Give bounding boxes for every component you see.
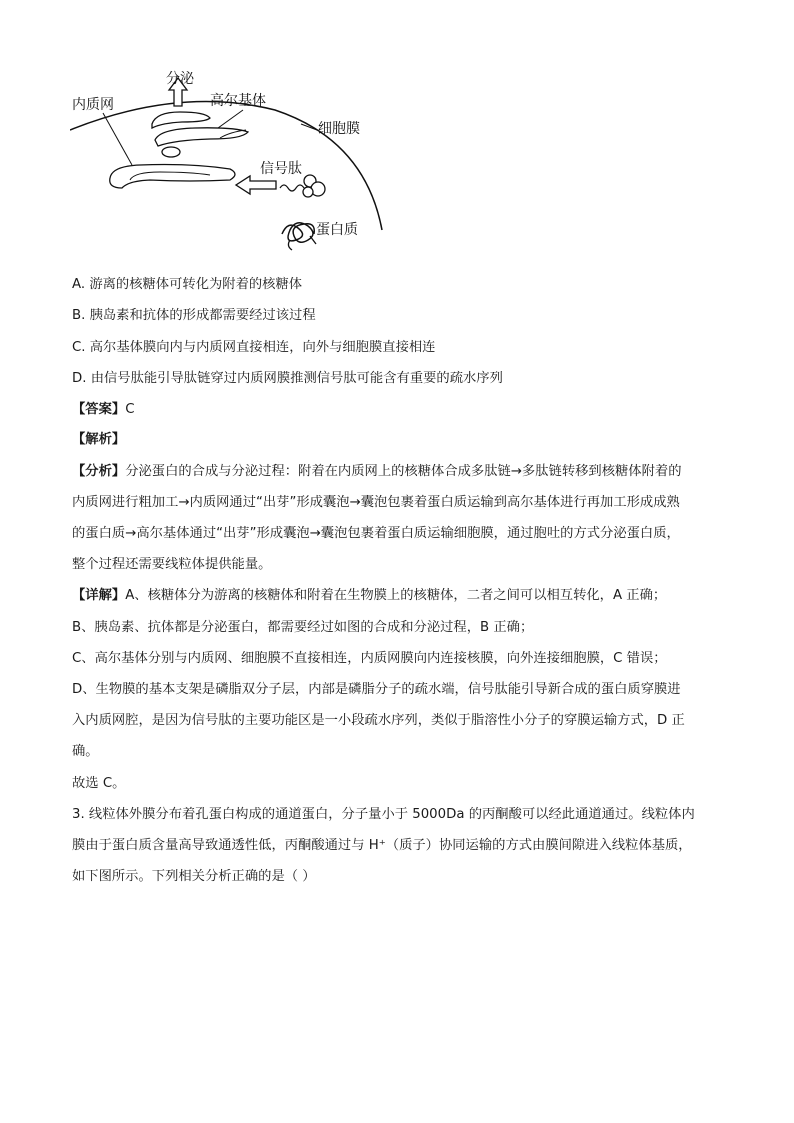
golgi-pointer	[218, 110, 243, 128]
option-d: D. 由信号肽能引导肽链穿过内质网膜推测信号肽可能含有重要的疏水序列	[72, 371, 503, 386]
signal-arrow	[236, 176, 276, 194]
question3-line-2: 膜由于蛋白质含量高导致通透性低，丙酮酸通过与 H⁺（质子）协同运输的方式由膜间隙进入线粒体基质，	[72, 838, 692, 853]
transport-vesicle	[162, 147, 180, 157]
ribosome-3	[303, 187, 313, 197]
conclusion: 故选 C。	[72, 776, 126, 791]
label-signal-peptide: 信号肽	[260, 161, 302, 177]
answer-line	[72, 400, 134, 420]
label-secretion: 分泌	[166, 71, 194, 87]
label-cell-membrane: 细胞膜	[318, 121, 360, 137]
fenxi-line-3: 的蛋白质→高尔基体通过“出芽”形成囊泡→囊泡包裹着蛋白质运输细胞膜，通过胞吐的方式分泌蛋白质，	[72, 526, 680, 541]
fenxi-text-1: 分泌蛋白的合成与分泌过程：附着在内质网上的核糖体合成多肽链→多肽链转移到核糖体附着的	[125, 464, 682, 479]
er-cisterna	[110, 165, 235, 189]
fenxi-line-4: 整个过程还需要线粒体提供能量。	[72, 557, 272, 572]
xiangjie-tag: 【详解】	[72, 588, 126, 603]
signal-peptide-chain	[280, 185, 304, 191]
xiangjie-line-c: C、高尔基体分别与内质网、细胞膜不直接相连，内质网膜向内连接核膜，向外连接细胞膜，C 错误；	[72, 651, 667, 666]
answer-tag: 【答案】	[72, 402, 126, 417]
label-golgi: 高尔基体	[210, 93, 266, 109]
xiangjie-line-d1: D、生物膜的基本支架是磷脂双分子层，内部是磷脂分子的疏水端，信号肽能引导新合成的蛋白质穿膜进	[72, 682, 681, 697]
option-b: B. 胰岛素和抗体的形成都需要经过该过程	[72, 308, 316, 323]
golgi-cisterna	[155, 128, 248, 146]
protein-tangle	[282, 223, 314, 242]
fenxi-line-2: 内质网进行粗加工→内质网通过“出芽”形成囊泡→囊泡包裹着蛋白质运输到高尔基体进行再加工形成成熟	[72, 495, 680, 510]
xiangjie-line-d2: 入内质网腔，是因为信号肽的主要功能区是一小段疏水序列，类似于脂溶性小分子的穿膜运输方式，D 正	[72, 713, 685, 728]
xiangjie-line-b: B、胰岛素、抗体都是分泌蛋白，都需要经过如图的合成和分泌过程，B 正确；	[72, 620, 534, 635]
protein-tail	[288, 236, 316, 250]
option-a: A. 游离的核糖体可转化为附着的核糖体	[72, 277, 303, 292]
option-c: C. 高尔基体膜向内与内质网直接相连，向外与细胞膜直接相连	[72, 340, 436, 355]
analysis-heading	[72, 430, 125, 450]
question3-line-3: 如下图所示。下列相关分析正确的是（ ）	[72, 869, 316, 884]
label-er: 内质网	[72, 97, 114, 113]
xiangjie-line-a	[72, 586, 666, 606]
analysis-tag: 【解析】	[72, 432, 126, 447]
xiangjie-line-d3: 确。	[72, 744, 99, 759]
question3-line-1: 3. 线粒体外膜分布着孔蛋白构成的通道蛋白，分子量小于 5000Da 的丙酮酸可以经此通道通过。线粒体内	[72, 807, 695, 822]
xiangjie-text-a: A、核糖体分为游离的核糖体和附着在生物膜上的核糖体，二者之间可以相互转化，A 正确；	[125, 588, 667, 603]
er-pointer	[103, 113, 132, 165]
label-protein: 蛋白质	[316, 222, 358, 238]
fenxi-tag: 【分析】	[72, 464, 126, 479]
vesicle-top	[152, 112, 210, 128]
secretion-diagram	[70, 68, 400, 258]
answer-value: C	[125, 402, 135, 417]
fenxi-line-1	[72, 462, 682, 482]
